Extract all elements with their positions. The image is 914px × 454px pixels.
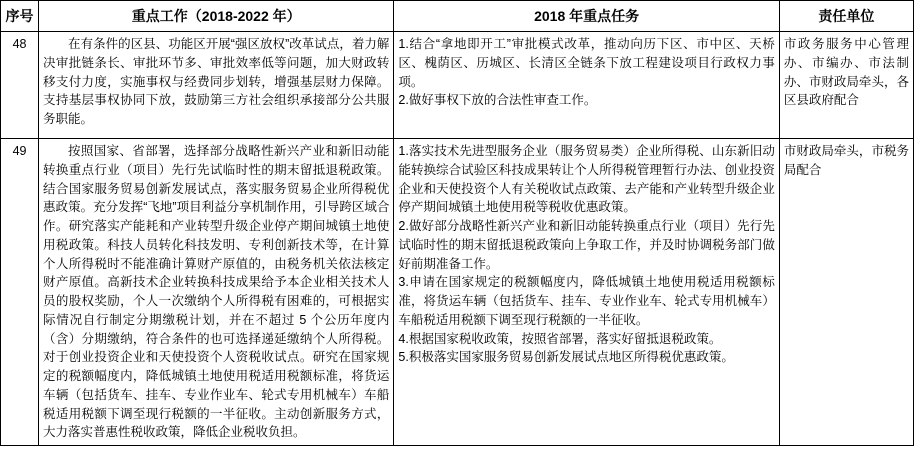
task-item: 2.做好部分战略性新兴产业和新旧动能转换重点行业（项目）先行先试临时性的期末留抵退税政策向上争取工作，并及时协调税务部门做好前期准备工作。 xyxy=(398,219,775,271)
row-key-work xyxy=(39,139,394,446)
task-item: 4.根据国家税收政策，按照省部署，落实好留抵退税政策。 xyxy=(398,331,722,346)
task-item: 2.做好事权下放的合法性审查工作。 xyxy=(398,93,597,108)
column-header-seq: 序号 xyxy=(1,1,39,32)
task-item: 5.积极落实国家服务贸易创新发展试点地区所得税优惠政策。 xyxy=(398,350,734,365)
column-header-responsible-unit: 责任单位 xyxy=(779,1,913,32)
work-paragraph: 在有条件的区县、功能区开展“强区放权”改革试点，着力解决审批链条长、审批环节多、审批效率低等问题，加大财政转移支付力度，实施事权与经费同步划转，增强基层财力保障。支持基层事权协同下放，鼓励第三方社会组织承接部分公共服务职能。 xyxy=(43,37,390,126)
row-responsible-unit xyxy=(779,32,913,139)
column-header-key-task: 2018 年重点任务 xyxy=(394,1,779,32)
row-key-task xyxy=(394,32,779,139)
unit-text: 市财政局牵头，市税务局配合 xyxy=(783,144,909,177)
column-header-key-work: 重点工作（2018-2022 年） xyxy=(39,1,394,32)
task-item: 1.落实技术先进型服务企业（服务贸易类）企业所得税、山东新旧动能转换综合试验区科技成果转让个人所得税管理暂行办法、创业投资企业和天使投资个人有关税收试点政策、去产能和产业转型升级企业停产期间城镇土地使用税等税收优惠政策。 xyxy=(398,144,775,215)
row-seq-number: 48 xyxy=(1,32,39,139)
table-header xyxy=(1,1,914,32)
row-key-work xyxy=(39,32,394,139)
row-seq-number: 49 xyxy=(1,139,39,446)
row-key-task xyxy=(394,139,779,446)
row-responsible-unit xyxy=(779,139,913,446)
work-paragraph: 按照国家、省部署，选择部分战略性新兴产业和新旧动能转换重点行业（项目）先行先试临时性的期末留抵退税政策。结合国家服务贸易创新发展试点，落实服务贸易企业所得税优惠政策。充分发挥“飞地”项目利益分享机制作用，引导跨区域合作。研究落实产能耗和产业转型升级企业停产期间城镇土地使用税政策。科技人员转化科技发明、专利创新技术等，在计算个人所得税时不能准确计算财产原值的，由税务机关依法核定财产原值。高新技术企业转换科技成果给予本企业相关技术人员的股权奖励，个人一次缴纳个人所得税有困难的，可根据实际情况自行制定分期缴税计划，并在不超过 5 个公历年度内（含）分期缴纳，符合条件的也可选择递延缴纳个人所得税。对于创业投资企业和天使投资个人资税收试点。研究在国家规定的税额幅度内，降低城镇土地使用税适用税额标准，将货运车辆（包括货车、挂车、专业作业车、轮式专用机械车）车船税适用税额下调至现行税额的一半征收。主动创新服务方式，大力落实普惠性税收政策，降低企业税收负担。 xyxy=(43,144,390,440)
task-item: 1.结合“拿地即开工”审批模式改革，推动向历下区、市中区、天桥区、槐荫区、历城区、长清区全链条下放工程建设项目行政权力事项。 xyxy=(398,37,775,89)
table-body xyxy=(1,32,914,446)
table-header-row xyxy=(1,1,914,32)
unit-text: 市政务服务中心管理办、市编办、市法制办、市财政局牵头，各区县政府配合 xyxy=(783,37,909,108)
table-row xyxy=(1,139,914,446)
task-item: 3.申请在国家规定的税额幅度内，降低城镇土地使用税适用税额标准，将货运车辆（包括货车、挂车、专业作业车、轮式专用机械车）车船税适用税额下调至现行税额的一半征收。 xyxy=(398,275,775,327)
table-row xyxy=(1,32,914,139)
